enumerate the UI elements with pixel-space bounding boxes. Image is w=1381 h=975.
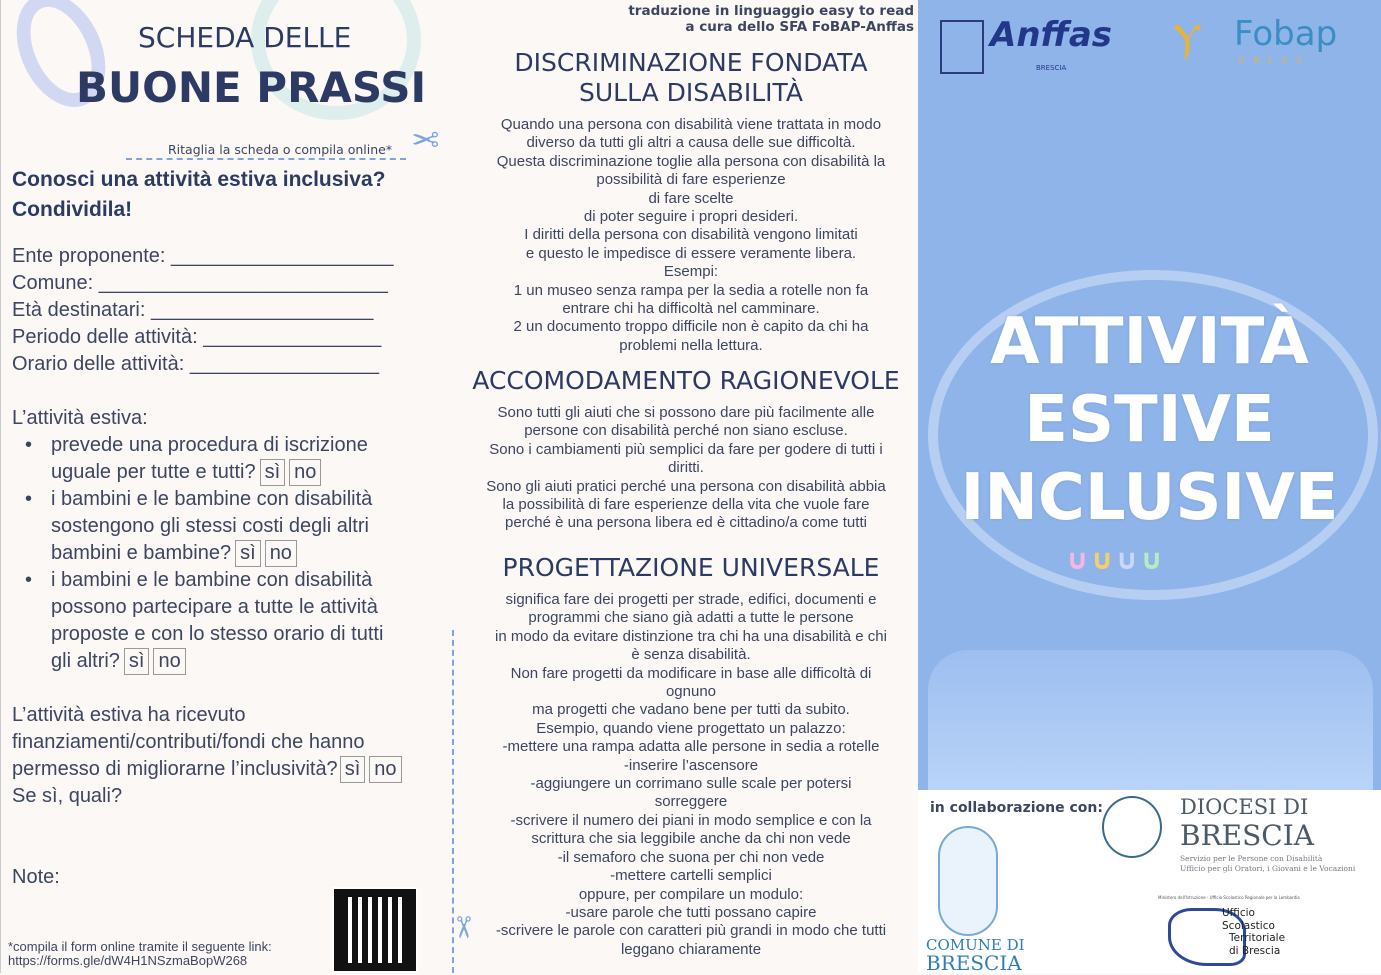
translation-credit — [628, 3, 914, 35]
questions — [25, 432, 383, 675]
section-line: Esempio, quando viene progettato un palazzo: — [536, 719, 846, 737]
diocesi-sub-line: Servizio per le Persone con Disabilità — [1180, 854, 1323, 863]
cover-title — [918, 303, 1381, 537]
ufficio-line: Scolastico — [1222, 919, 1275, 932]
section-line: 2 un documento troppo difficile non è capito da chi ha — [513, 318, 869, 336]
diocesi-logo — [1180, 794, 1314, 852]
funding-followup: Se sì, quali? — [12, 785, 123, 807]
question-text: prevede una procedura di iscrizione — [51, 434, 368, 456]
section-title: ACCOMODAMENTO RAGIONEVOLE — [472, 366, 900, 395]
section-line: Sono gli aiuti pratici perché una persona con disabilità abbia — [486, 477, 886, 495]
section-line: ma progetti che vadano bene per tutti da subito. — [532, 701, 850, 719]
section-line: di poter seguire i propri desideri. — [583, 208, 799, 226]
diocesi-line: DIOCESI DI — [1180, 795, 1309, 819]
section-line: oppure, per compilare un modulo: — [578, 885, 804, 903]
scissors-icon: ✂ — [445, 914, 481, 941]
section-line: programmi che siano già adatti a tutte le persone — [528, 609, 854, 627]
collab-label: in collaborazione con: — [930, 800, 1103, 816]
scissors-icon: ✂ — [411, 118, 440, 158]
section-line: I diritti della persona con disabilità vengono limitati — [524, 226, 858, 244]
funding-text: permesso di migliorarne l’inclusività? — [12, 758, 338, 780]
section-line: Esempi: — [663, 263, 719, 281]
title-line: ESTIVE — [1024, 383, 1275, 457]
heading-line: Condividila! — [12, 198, 133, 221]
section-body — [456, 404, 916, 533]
credit-line: traduzione in linguaggio easy to read — [628, 3, 914, 19]
cut-line — [126, 158, 406, 160]
section-line: ognuno — [665, 683, 717, 701]
question-1: • prevede una procedura di iscrizione uguale per tutte e tutti? sì no — [25, 432, 383, 486]
question-text: gli altri? — [51, 650, 120, 672]
section-line: persone con disabilità perché non siano escluse. — [524, 422, 848, 440]
title-line: INCLUSIVE — [960, 461, 1339, 535]
funding-question — [12, 702, 402, 810]
question-2: • i bambini e le bambine con disabilità sostengono gli stessi costi degli altri bambini e bambine? sì no — [25, 486, 383, 567]
section-line: diverso da tutti gli altri a causa delle sue difficoltà. — [526, 134, 856, 152]
field-orario[interactable]: Orario delle attività: _________________ — [12, 353, 379, 375]
section-title: DISCRIMINAZIONE FONDATA — [514, 48, 868, 77]
question-text: uguale per tutte e tutti? — [51, 461, 256, 483]
ufficio-header: Ministero dell'Istruzione - Ufficio Scolastico Regionale per la Lombardia — [1158, 895, 1300, 900]
credit-line: a cura dello SFA FoBAP-Anffas — [685, 19, 914, 35]
section-line: problemi nella lettura. — [619, 336, 763, 354]
section-line: la possibilità di fare esperienze della vita che vuole fare — [502, 496, 870, 514]
section-discriminazione — [456, 48, 926, 355]
diocesi-line: BRESCIA — [1180, 819, 1314, 852]
section-line: Non fare progetti da modificare in base alle difficoltà di — [510, 664, 872, 682]
section-line: -mettere cartelli semplici — [610, 867, 772, 885]
form-card — [0, 0, 456, 973]
section-line: entrare chi ha difficoltà nel camminare. — [562, 300, 820, 318]
section-line: perché è una persona libera ed è cittadino/a come tutti — [505, 514, 867, 532]
no-checkbox[interactable]: no — [153, 648, 185, 675]
no-checkbox[interactable]: no — [289, 459, 321, 486]
question-text: bambini e bambine? — [51, 542, 232, 564]
section-line: e questo le impedisce di essere veramente libera. — [525, 244, 857, 262]
section-line: sorreggere — [654, 793, 728, 811]
comune-line: BRESCIA — [926, 951, 1022, 975]
comune-line: COMUNE DI — [926, 936, 1025, 954]
section-body — [456, 591, 926, 959]
anffas-logo-sub: BRESCIA — [1036, 64, 1067, 72]
comune-logo — [926, 936, 1025, 975]
anffas-logo: Anffas — [990, 15, 1113, 55]
section-line: -usare parole che tutti possano capire — [565, 903, 817, 921]
section-line: Quando una persona con disabilità viene trattata in modo — [500, 116, 882, 133]
field-ente[interactable]: Ente proponente: ____________________ — [12, 245, 394, 267]
diocesi-seal-icon — [1102, 796, 1162, 858]
section-line: possibilità di fare esperienze — [596, 171, 786, 189]
notes-label: Note: — [12, 866, 60, 888]
fobap-logo-sub: ONLUS — [1238, 56, 1311, 65]
question-text: i bambini e le bambine con disabilità — [51, 488, 373, 510]
form-link[interactable]: https://forms.gle/dW4H1NSzmaBopW268 — [8, 953, 248, 968]
section-title: SULLA DISABILITÀ — [579, 78, 803, 107]
fobap-mark-icon: Ⲩ — [1173, 16, 1202, 62]
definitions-panel — [445, 0, 918, 973]
section-line: -il semaforo che suona per chi non vede — [557, 848, 825, 866]
section-line: Sono i cambiamenti più semplici da fare per godere di tutti i — [489, 440, 883, 458]
fobap-logo: Fobap — [1234, 14, 1338, 54]
cut-note: Ritaglia la scheda o compila online* — [168, 142, 393, 157]
ufficio-logo — [1222, 907, 1285, 957]
ufficio-line: Territoriale — [1229, 932, 1286, 944]
yes-checkbox[interactable]: sì — [235, 540, 261, 567]
title-line: ATTIVITÀ — [990, 305, 1309, 379]
section-line: -scrivere il numero dei piani in modo semplice e con la — [510, 811, 872, 829]
anffas-emblem-icon — [940, 20, 984, 74]
field-comune[interactable]: Comune: __________________________ — [12, 272, 388, 294]
heading — [12, 165, 385, 225]
comune-crest-icon — [938, 826, 998, 936]
footnote — [8, 940, 272, 968]
section-line: -aggiungere un corrimano sulle scale per potersi — [530, 775, 852, 793]
no-checkbox[interactable]: no — [265, 540, 297, 567]
yes-checkbox[interactable]: sì — [124, 648, 150, 675]
children-silhouettes — [928, 650, 1373, 790]
section-line: è senza disabilità. — [631, 646, 751, 664]
section-line: -mettere una rampa adatta alle persone in sedia a rotelle — [502, 738, 880, 756]
footnote-text: *compila il form online tramite il seguente link: — [8, 939, 272, 954]
field-eta[interactable]: Età destinatari: ____________________ — [12, 299, 374, 321]
title-small: SCHEDA DELLE — [138, 21, 352, 54]
intro: L’attività estiva: — [12, 407, 148, 429]
section-line: diritti. — [668, 459, 704, 477]
question-text: sostengono gli stessi costi degli altri — [51, 515, 369, 537]
section-line: scrittura che sia leggibile anche da chi non vede — [531, 830, 851, 848]
heading-line: Conosci una attività estiva inclusiva? — [12, 168, 386, 191]
section-line: leggano chiaramente — [620, 940, 762, 958]
qr-code[interactable] — [334, 889, 416, 971]
diocesi-sub — [1180, 854, 1355, 874]
section-line: Questa discriminazione toglie alla persona con disabilità la — [496, 152, 886, 170]
fields — [12, 243, 393, 378]
ufficio-line: di Brescia — [1229, 944, 1281, 957]
partners — [918, 790, 1381, 973]
section-line: Sono tutti gli aiuti che si possono dare più facilmente alle — [497, 404, 875, 421]
yes-checkbox[interactable]: sì — [260, 459, 286, 486]
ufficio-line: Ufficio — [1222, 907, 1255, 919]
question-text: possono partecipare a tutte le attività — [51, 596, 378, 618]
colored-hearts-icon: ∪∪∪∪ — [1066, 543, 1165, 576]
funding-text: L’attività estiva ha ricevuto — [12, 704, 246, 726]
section-line: in modo da evitare distinzione tra chi ha una disabilità e chi — [495, 627, 887, 645]
section-line: 1 un museo senza rampa per la sedia a rotelle non fa — [513, 281, 869, 299]
question-3: • i bambini e le bambine con disabilità possono partecipare a tutte le attività proposte e con lo stesso orario di tutti gli altri? sì no — [25, 567, 383, 675]
section-title: PROGETTAZIONE UNIVERSALE — [502, 553, 880, 582]
diocesi-sub-line: Ufficio per gli Oratori, i Giovani e le Vocazioni — [1180, 864, 1356, 873]
section-line: significa fare dei progetti per strade, edifici, documenti e — [505, 591, 877, 608]
section-line: -inserire l’ascensore — [623, 756, 759, 774]
funding-text: finanziamenti/contributi/fondi che hanno — [12, 731, 365, 753]
yes-checkbox[interactable]: sì — [340, 756, 366, 783]
field-periodo[interactable]: Periodo delle attività: ________________ — [12, 326, 382, 348]
title-big: BUONE PRASSI — [76, 63, 427, 112]
section-line: di fare scelte — [648, 189, 734, 207]
question-text: proposte e con lo stesso orario di tutti — [51, 623, 384, 645]
question-text: i bambini e le bambine con disabilità — [51, 569, 373, 591]
section-accomodamento — [456, 366, 916, 533]
section-line: -scrivere le parole con caratteri più grandi in modo che tutti — [495, 922, 887, 940]
section-progettazione — [456, 553, 926, 959]
no-checkbox[interactable]: no — [369, 756, 401, 783]
section-body — [456, 116, 926, 355]
